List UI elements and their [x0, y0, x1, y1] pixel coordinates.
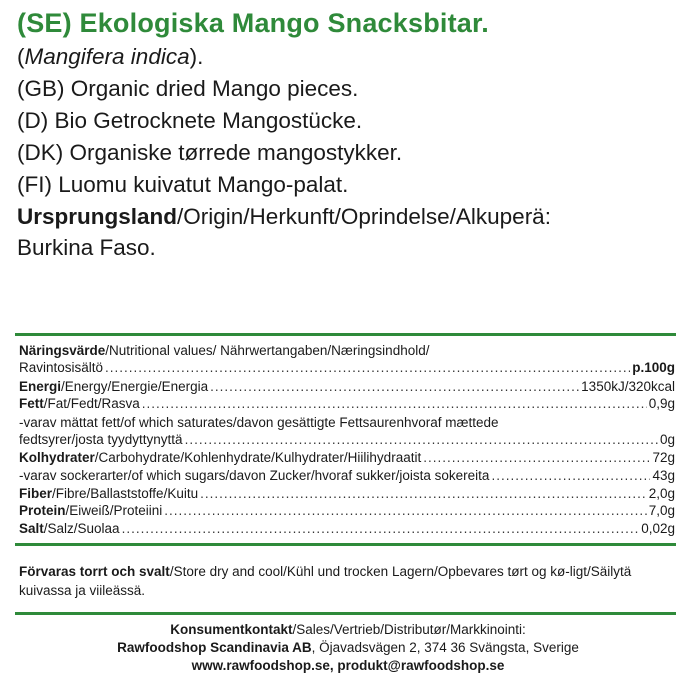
nutrition-row: Kolhydrater/Carbohydrate/Kohlenhydrate/Kulhydrater/Hiilihydraatit ..... 72g — [19, 450, 675, 467]
nutrition-heading-rest: /Nutritional values/ Nährwertangaben/Næringsindhold/ — [105, 343, 430, 358]
divider-top — [15, 333, 676, 336]
company-name: Rawfoodshop Scandinavia AB — [117, 640, 312, 655]
nutrition-row: -varav mättat fett/of which saturates/davon gesättigte Fettsaurenhvoraf mættede — [19, 415, 499, 430]
leader-dots — [491, 468, 650, 483]
latin-name-line — [17, 44, 203, 70]
leader-dots — [423, 450, 650, 465]
origin-rest: /Origin/Herkunft/Oprindelse/Alkuperä: — [177, 204, 551, 229]
nutrition-row: Protein/Eiweiß/Proteiini ..... 7,0g — [19, 503, 675, 520]
nutrition-value: 0,02g — [641, 521, 675, 536]
nutrition-row: Fett/Fat/Fedt/Rasva ..... 0,9g — [19, 396, 675, 413]
leader-dots — [210, 379, 579, 394]
name-de: (D) Bio Getrocknete Mangostücke. — [17, 108, 363, 133]
nutrition-row: Energi/Energy/Energie/Energia ..... 1350kJ/320kcal — [19, 379, 675, 396]
nutrition-value: 7,0g — [648, 503, 675, 518]
storage-bold: Förvaras torrt och svalt — [19, 564, 170, 579]
name-fi: (FI) Luomu kuivatut Mango-palat. — [17, 172, 349, 197]
origin-line — [17, 204, 551, 230]
leader-dots — [200, 486, 647, 501]
nutrition-heading-bold: Näringsvärde — [19, 343, 106, 358]
nutrition-value: 1350kJ/320kcal — [581, 379, 675, 394]
nutrition-value: 43g — [652, 468, 675, 483]
contact-address-line — [0, 640, 696, 655]
contact-web-line — [0, 658, 696, 673]
leader-dots — [142, 396, 647, 411]
nutrition-row: fedtsyrer/josta tyydyttynyttä ..... 0g — [19, 432, 675, 449]
leader-dots — [164, 503, 646, 518]
nutrition-row: Ravintosisältö ..... p.100g — [19, 360, 675, 377]
nutrition-value: 72g — [652, 450, 675, 465]
contact-label-bold: Konsumentkontakt — [170, 622, 293, 637]
contact-label-line — [0, 622, 696, 637]
leader-dots — [122, 521, 640, 536]
name-dk: (DK) Organiske tørrede mangostykker. — [17, 140, 403, 165]
company-address: , Öjavadsvägen 2, 374 36 Svängsta, Sverige — [311, 640, 579, 655]
leader-dots — [105, 360, 630, 375]
origin-label: Ursprungsland — [17, 204, 178, 229]
contact-label-rest: /Sales/Vertrieb/Distributør/Markkinointi: — [292, 622, 526, 637]
nutrition-value: 0g — [659, 432, 675, 447]
web-email: www.rawfoodshop.se, produkt@rawfoodshop.se — [191, 658, 505, 673]
latin-close: ). — [189, 44, 204, 69]
name-gb: (GB) Organic dried Mango pieces. — [17, 76, 359, 101]
nutrition-value: 2,0g — [648, 486, 675, 501]
product-title: (SE) Ekologiska Mango Snacksbitar. — [17, 8, 489, 38]
latin-name: Mangifera indica — [24, 44, 190, 69]
nutrition-heading — [19, 343, 675, 360]
nutrition-value: p.100g — [632, 360, 675, 375]
leader-dots — [185, 432, 658, 447]
storage-rest: /Store dry and cool/Kühl und trocken Lagern/Opbevares tørt og kø-ligt/Säilytä kuivassa ja viileässä. — [19, 564, 632, 598]
divider-bottom — [15, 612, 676, 615]
nutrition-row: -varav sockerarter/of which sugars/davon Zucker/hvoraf sukker/joista sokereita ..... 43g — [19, 468, 675, 485]
latin-open: ( — [17, 44, 25, 69]
storage-instructions — [19, 562, 659, 600]
divider-middle — [15, 543, 676, 546]
nutrition-value: 0,9g — [648, 396, 675, 411]
nutrition-row: Fiber/Fibre/Ballaststoffe/Kuitu ..... 2,0g — [19, 486, 675, 503]
origin-value: Burkina Faso. — [17, 235, 156, 260]
nutrition-row: Salt/Salz/Suolaa ..... 0,02g — [19, 521, 675, 538]
